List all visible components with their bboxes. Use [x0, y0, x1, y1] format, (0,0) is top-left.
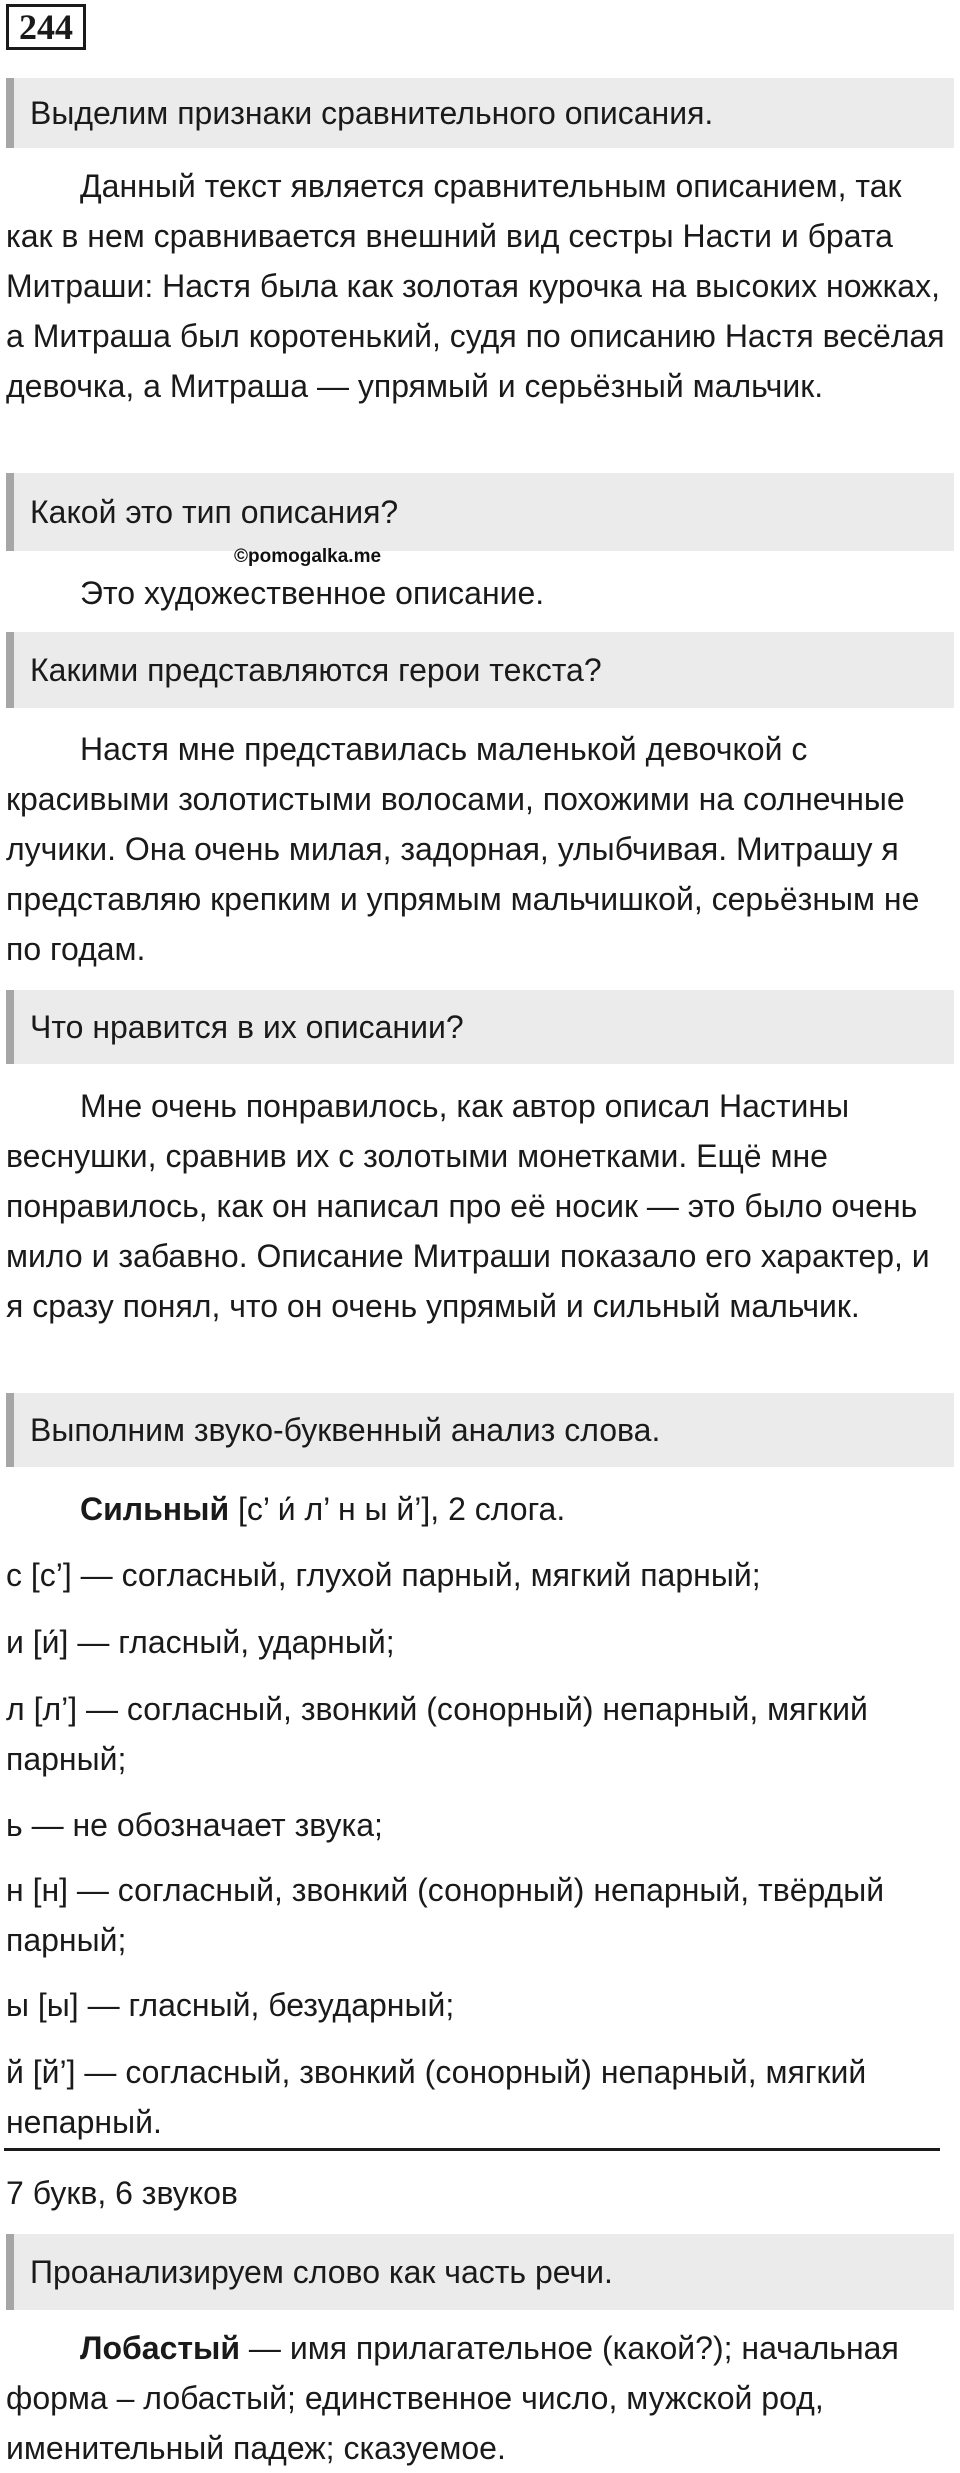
paragraph-likes: Мне очень понравилось, как автор описал Настины веснушки, сравнив их с золотыми монетками. Ещё мне понравилось, как он написал про её носик — это было очень мило и забавно. Описание Митраши показало его характер, и я сразу понял, что он очень упрямый и сильный мальчик. — [6, 1088, 930, 1324]
exercise-number: 244 — [6, 4, 86, 50]
heading-text: Выполним звуко-буквенный анализ слова. — [30, 1411, 661, 1448]
analyzed-word: Сильный — [80, 1491, 230, 1527]
section-heading-features — [6, 78, 954, 148]
letter-analysis-line: л [л’] — согласный, звонкий (сонорный) непарный, мягкий парный; — [6, 1691, 868, 1777]
section-heading-sound-analysis — [6, 1393, 954, 1467]
heading-text: Какой это тип описания? — [30, 493, 399, 530]
letter-analysis-line: н [н] — согласный, звонкий (сонорный) непарный, твёрдый парный; — [6, 1872, 885, 1958]
paragraph-heroes: Настя мне представилась маленькой девочкой с красивыми золотистыми волосами, похожими на солнечные лучики. Она очень милая, задорная, улыбчивая. Митрашу я представляю крепким и упрямым мальчишкой, серьёзным не по годам. — [6, 731, 920, 967]
section-heading-heroes — [6, 632, 954, 708]
letter-analysis-line: й [й’] — согласный, звонкий (сонорный) непарный, мягкий непарный. — [6, 2054, 867, 2140]
heading-text: Выделим признаки сравнительного описания. — [30, 94, 714, 131]
letter-analysis-line: и [и́] — гласный, ударный; — [6, 1624, 395, 1660]
letter-analysis-line: ы [ы] — гласный, безударный; — [6, 1987, 455, 2023]
paragraph-type: Это художественное описание. — [80, 575, 545, 611]
section-heading-type — [6, 473, 954, 551]
morphology-text: — имя прилагательное (какой?); начальная форма – лобастый; единственное число, мужской род, именительный падеж; сказуемое. — [6, 2330, 899, 2466]
paragraph-comparative: Данный текст является сравнительным описанием, так как в нем сравнивается внешний вид сестры Насти и брата Митраши: Настя была как золотая курочка на высоких ножках, а Митраша был коротенький, судя по описанию Настя весёлая девочка, а Митраша — упрямый и серьёзный мальчик. — [6, 168, 945, 404]
divider — [4, 2148, 940, 2151]
heading-text: Проанализируем слово как часть речи. — [30, 2253, 613, 2290]
paragraph-part-of-speech — [6, 2323, 954, 2473]
analyzed-word: Лобастый — [80, 2330, 241, 2366]
letters-sounds-summary: 7 букв, 6 звуков — [6, 2175, 238, 2211]
heading-text: Какими представляются герои текста? — [30, 651, 602, 688]
watermark: ©pomogalka.me — [234, 546, 382, 567]
section-heading-likes — [6, 990, 954, 1064]
word-transcription — [6, 1484, 954, 1534]
transcription-text: [с’ и́ л’ н ы й’], 2 слога. — [229, 1491, 566, 1527]
heading-text: Что нравится в их описании? — [30, 1008, 464, 1045]
section-heading-part-of-speech — [6, 2234, 954, 2310]
letter-analysis-line: с [с’] — согласный, глухой парный, мягкий парный; — [6, 1557, 761, 1593]
letter-analysis-line: ь — не обозначает звука; — [6, 1807, 383, 1843]
